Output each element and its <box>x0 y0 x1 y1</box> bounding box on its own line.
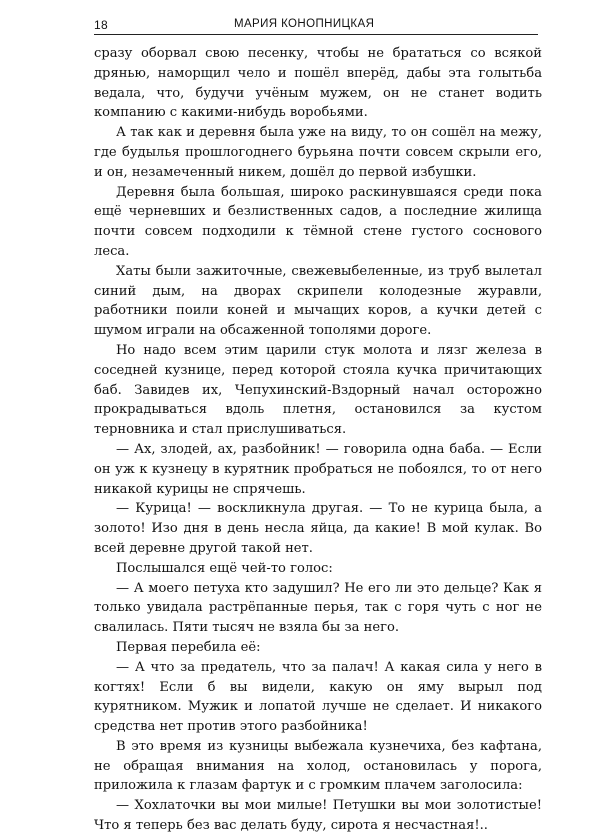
paragraph: Первая перебила её: <box>116 639 261 655</box>
paragraph: — Ах, злодей, ах, разбойник! — говорила одна баба. — Если он уж к кузнецу в курятник пробраться не побоялся, то от него никакой курицы не спрячешь. <box>94 441 542 497</box>
body-text <box>94 44 542 836</box>
paragraph: Хаты были зажиточные, свежевыбеленные, из труб вылетал синий дым, на дворах скрипели колодезные журавли, работники поили коней и мычащих коров, а кучки детей с шумом играли на обсаженной тополями дороге. <box>94 263 542 339</box>
paragraph: Но надо всем этим царили стук молота и лязг железа в соседней кузнице, перед которой стояла кучка причитающих баб. Завидев их, Чепухинский-Вздорный начал осторожно прокрадываться вдоль плетня, остановился за кустом терновника и стал прислушиваться. <box>94 342 542 438</box>
paragraph: — Хохлаточки вы мои милые! Петушки вы мои золотистые! Что я теперь без вас делать буду, сирота я несчастная!.. <box>94 798 542 834</box>
paragraph: Деревня была большая, широко раскинувшаяся среди пока ещё черневших и безлиственных садов, а последние жилища почти совсем подходили к тёмной стене густого соснового леса. <box>94 184 542 259</box>
paragraph: — А моего петуха кто задушил? Не его ли это дельце? Как я только увидала растрёпанные перья, так с горя чуть с ног не свалилась. Пяти тысяч не взяла бы за него. <box>94 580 542 636</box>
paragraph: А так как и деревня была уже на виду, то он сошёл на межу, где будылья прошлогоднего бурьяна почти совсем скрыли его, и он, незамеченный никем, дошёл до первой избушки. <box>94 125 542 180</box>
page-number: 18 <box>94 18 108 32</box>
running-title: МАРИЯ КОНОПНИЦКАЯ <box>234 18 375 30</box>
page-header <box>94 12 538 35</box>
paragraph: сразу оборвал свою песенку, чтобы не брататься со всякой дрянью, наморщил чело и пошёл вперёд, дабы эта голытьба ведала, что, будучи учёным мужем, он не станет водить компанию с какими-нибудь воробьями. <box>94 46 542 121</box>
paragraph: В это время из кузницы выбежала кузнечиха, без кафтана, не обращая внимания на холод, остановилась у порога, приложила к глазам фартук и с громким плачем заголосила: <box>94 738 542 794</box>
paragraph: — Курица! — воскликнула другая. — То не курица была, а золото! Изо дня в день несла яйца, да какие! В мой кулак. Во всей деревне другой такой нет. <box>94 501 542 556</box>
paragraph: Послышался ещё чей-то голос: <box>116 560 333 576</box>
paragraph: — А что за предатель, что за палач! А какая сила у него в когтях! Если б вы видели, какую он яму вырыл под курятником. Мужик и лопатой лучше не сделает. И никакого средства нет против этого разбойника! <box>94 659 542 735</box>
